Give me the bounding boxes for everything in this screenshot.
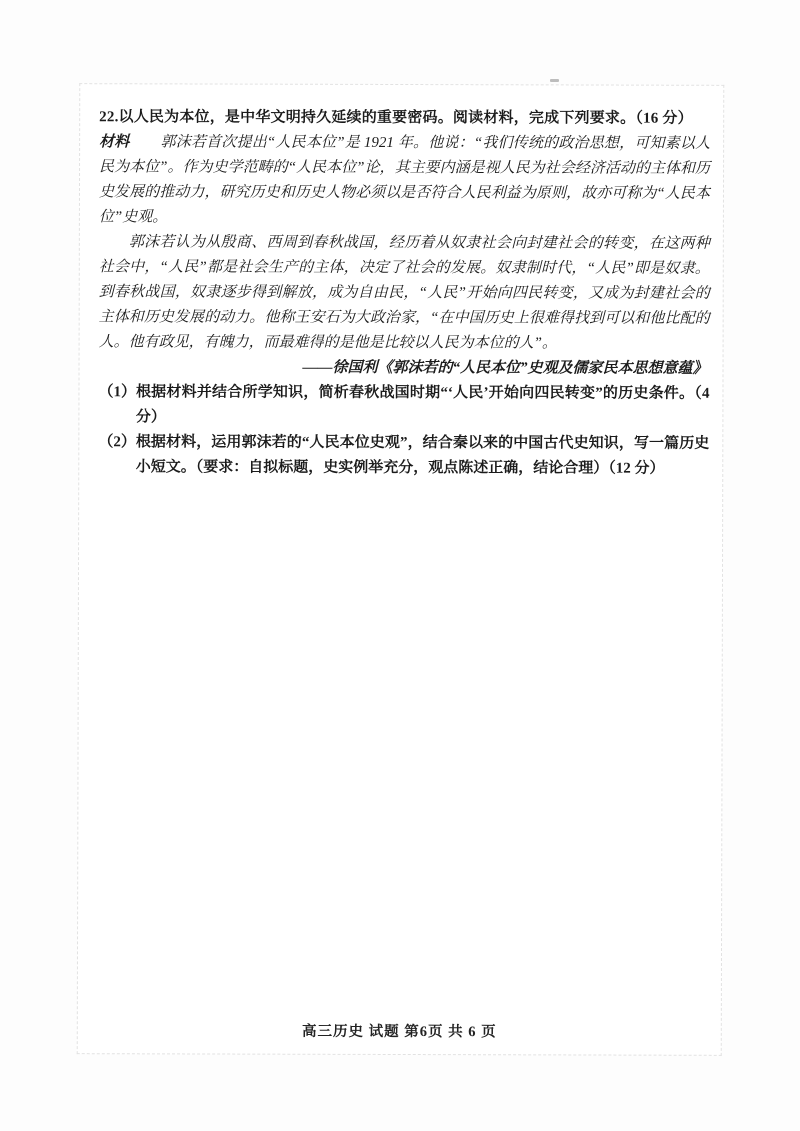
question-22-stem-text: 以人民为本位，是中华文明持久延续的重要密码。阅读材料，完成下列要求。（16 分） — [118, 109, 693, 127]
question-22-stem — [99, 105, 710, 132]
page-footer: 高三历史 试题 第6页 共 6 页 — [301, 1023, 497, 1041]
sub-question-2 — [98, 430, 709, 482]
material-paragraph-2: 郭沫若认为从殷商、西周到春秋战国，经历着从奴隶社会向封建社会的转变，在这两种社会中，“人民”都是社会生产的主体，决定了社会的发展。奴隶制时代，“人民”即是奴隶。到春秋战国，奴隶逐步得到解放，成为自由民，“人民”开始向四民转变，又成为封建社会的主体和历史发展的动力。他称王安石为大政治家，“在中国历史上很难得找到可以和他比配的人。他有政见，有魄力，而最难得的是他是比较以人民为本位的人”。 — [98, 234, 710, 352]
sub-question-2-number: （2） — [98, 434, 136, 451]
sub-question-1 — [98, 380, 709, 432]
scan-artifact-dash — [550, 79, 559, 82]
sub-question-2-text: 根据材料，运用郭沫若的“人民本位史观”，结合秦以来的中国古代史知识，写一篇历史小短文。（要求：自拟标题，史实例举充分，观点陈述正确，结论合理）（12 分） — [135, 434, 710, 477]
question-22-number: 22. — [99, 109, 119, 126]
exam-paper-page — [77, 83, 725, 1056]
material-paragraph-1 — [99, 130, 710, 232]
material-source-citation: ——徐国利《郭沫若的“人民本位”史观及儒家民本思想意蕴》 — [302, 359, 708, 377]
sub-question-1-number: （1） — [98, 384, 136, 401]
material-paragraph-1-text: 郭沫若首次提出“人民本位”是 1921 年。他说：“我们传统的政治思想，可知素以人民为本位”。作为史学范畴的“人民本位”论，其主要内涵是视人民为社会经济活动的主体和历史发展的推动力，研究历史和历史人物必须以是否符合人民利益为原则，故亦可称为“人民本位”史观。 — [98, 134, 711, 226]
exam-content — [98, 105, 710, 482]
sub-question-1-text: 根据材料并结合所学知识，简析春秋战国时期“‘人民’开始向四民转变”的历史条件。（4 分） — [135, 384, 710, 426]
material-label: 材料 — [99, 134, 130, 151]
